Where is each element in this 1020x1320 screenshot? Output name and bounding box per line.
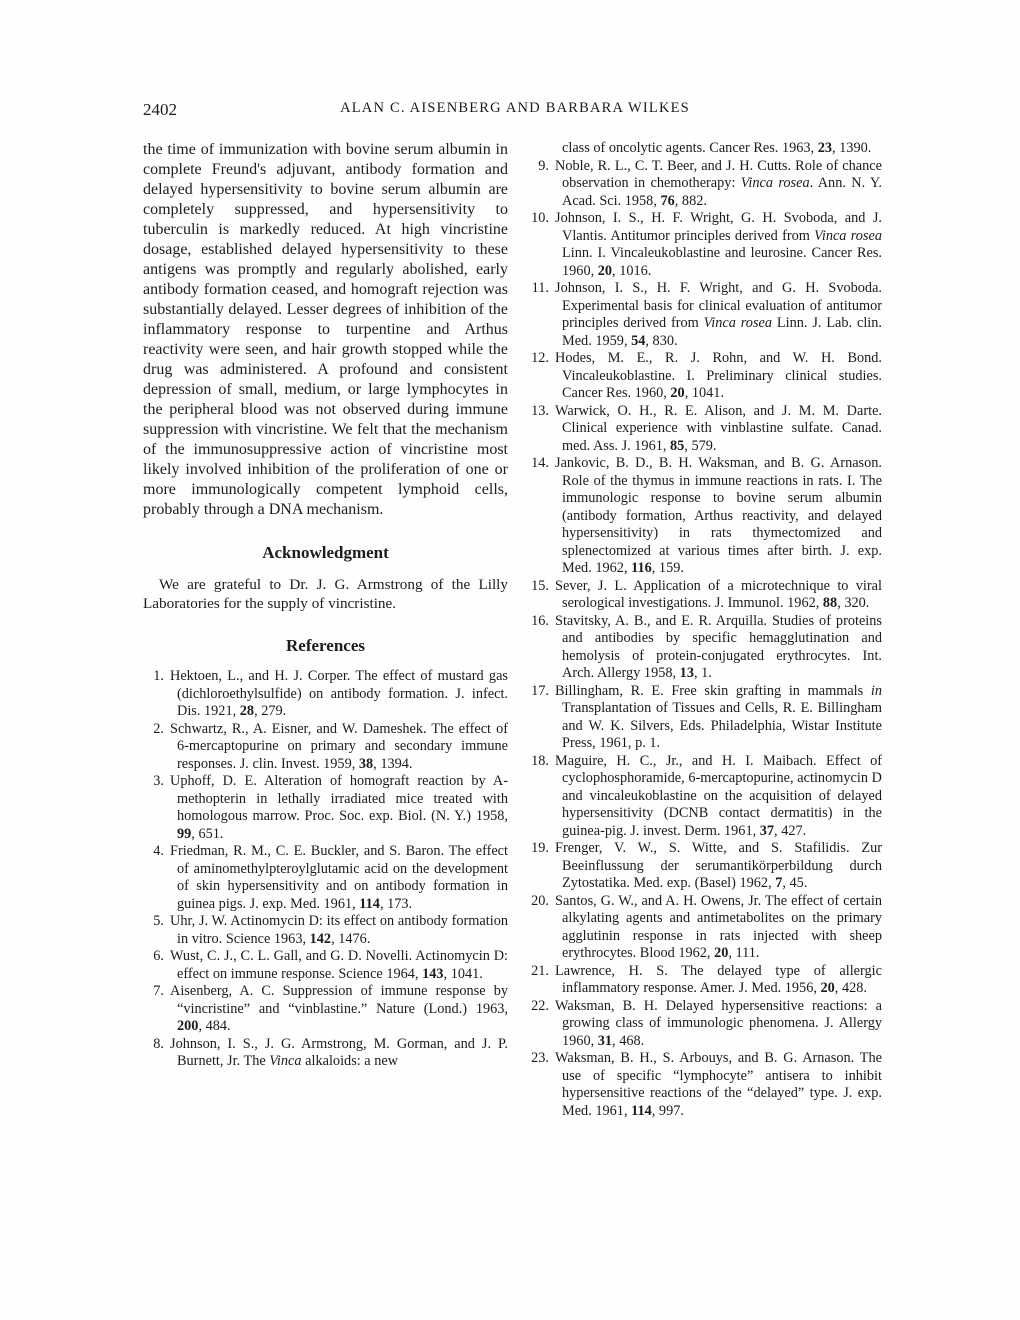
reference-item xyxy=(528,455,882,578)
running-title: ALAN C. AISENBERG AND BARBARA WILKES xyxy=(340,100,690,116)
acknowledgment-heading: Acknowledgment xyxy=(262,543,389,562)
reference-text: Noble, R. L., C. T. Beer, and J. H. Cutts. Role of chance observation in chemotherapy: Vinca rosea. Ann. N. Y. Acad. Sci. 1958, 76, 882. xyxy=(555,157,882,209)
reference-number: 4. xyxy=(153,843,164,859)
reference-text: Lawrence, H. S. The delayed type of allergic inflammatory response. Amer. J. Med. 1956, 20, 428. xyxy=(555,962,882,996)
reference-number: 7. xyxy=(153,983,164,999)
reference-text: Johnson, I. S., J. G. Armstrong, M. Gorman, and J. P. Burnett, Jr. The Vinca alkaloids: a new xyxy=(170,1035,508,1069)
reference-text: Schwartz, R., A. Eisner, and W. Dameshek. The effect of 6-mercaptopurine on primary and secondary immune responses. J. clin. Invest. 1959, 38, 1394. xyxy=(170,720,508,772)
reference-item xyxy=(143,773,508,843)
reference-item xyxy=(528,963,882,998)
reference-text: Johnson, I. S., H. F. Wright, and G. H. Svoboda. Experimental basis for clinical evaluation of antitumor principles derived from Vinca rosea Linn. J. Lab. clin. Med. 1959, 54, 830. xyxy=(555,280,882,349)
reference-number: 8. xyxy=(153,1035,164,1052)
reference-text: Warwick, O. H., R. E. Alison, and J. M. M. Darte. Clinical experience with vinblastine sulfate. Canad. med. Ass. J. 1961, 85, 579. xyxy=(555,402,882,454)
reference-item xyxy=(528,753,882,841)
reference-text: Waksman, B. H., S. Arbouys, and B. G. Arnason. The use of specific “lymphocyte” antisera to inhibit hypersensitive reactions of the “delayed” type. J. exp. Med. 1961, 114, 997. xyxy=(555,1050,882,1119)
reference-number: 14. xyxy=(531,455,549,471)
reference-number: 19. xyxy=(531,840,549,856)
reference-item xyxy=(528,210,882,280)
reference-text: Billingham, R. E. Free skin grafting in mammals in Transplantation of Tissues and Cells, R. E. Billingham and W. K. Silvers, Eds. Philadelphia, Wistar Institute Press, 1961, p. 1. xyxy=(555,682,882,751)
page-number: 2402 xyxy=(143,100,177,119)
reference-item xyxy=(143,721,508,774)
reference-item xyxy=(528,893,882,963)
reference-item xyxy=(143,913,508,948)
reference-item xyxy=(528,403,882,456)
reference-item xyxy=(528,158,882,211)
reference-number: 6. xyxy=(153,948,164,964)
reference-number: 21. xyxy=(531,962,549,979)
reference-text: Waksman, B. H. Delayed hypersensitive reactions: a growing class of immunologic phenomena. J. Allergy 1960, 31, 468. xyxy=(555,997,882,1049)
reference-text: Maguire, H. C., Jr., and H. I. Maibach. Effect of cyclophosphoramide, 6-mercaptopurine, actinomycin D and vincaleukoblastine on the acquisition of delayed hypersensitivity (DCNB contact dermatitis) in the guinea-pig. J. invest. Derm. 1961, 37, 427. xyxy=(555,752,882,839)
reference-number: 5. xyxy=(153,913,164,929)
reference-text: Sever, J. L. Application of a microtechnique to viral serological investigations. J. Immunol. 1962, 88, 320. xyxy=(555,577,882,611)
column-right xyxy=(528,140,882,1120)
reference-number: 2. xyxy=(153,720,164,737)
reference-number: 15. xyxy=(531,577,549,594)
reference-text: Frenger, V. W., S. Witte, and S. Stafilidis. Zur Beeinflussung der serumantikörperbildung durch Zytostatika. Med. exp. (Basel) 1962, 7, 45. xyxy=(555,840,882,891)
references-list-left xyxy=(143,668,508,1071)
reference-item xyxy=(528,613,882,683)
reference-text: class of oncolytic agents. Cancer Res. 1963, 23, 1390. xyxy=(562,140,872,156)
references-heading: References xyxy=(286,636,365,655)
reference-item xyxy=(143,843,508,913)
reference-number: 3. xyxy=(153,773,164,789)
reference-item xyxy=(143,1036,508,1071)
reference-number: 12. xyxy=(531,350,549,366)
reference-text: Uphoff, D. E. Alteration of homograft reaction by A-methopterin in lethally irradiated mice treated with homologous marrow. Proc. Soc. exp. Biol. (N. Y.) 1958, 99, 651. xyxy=(170,773,508,842)
reference-text: Hodes, M. E., R. J. Rohn, and W. H. Bond. Vincaleukoblastine. I. Preliminary clinical studies. Cancer Res. 1960, 20, 1041. xyxy=(555,350,882,401)
reference-item xyxy=(528,683,882,753)
reference-text: Hektoen, L., and H. J. Corper. The effect of mustard gas (dichloroethylsulfide) on antibody formation. J. infect. Dis. 1921, 28, 279. xyxy=(170,668,508,719)
reference-number: 22. xyxy=(531,997,549,1014)
reference-number: 20. xyxy=(531,892,549,909)
column-left xyxy=(143,140,508,1120)
reference-number: 13. xyxy=(531,402,549,419)
reference-item xyxy=(528,840,882,893)
reference-item xyxy=(528,280,882,350)
body-paragraph: the time of immunization with bovine serum albumin in complete Freund's adjuvant, antibody formation and delayed hypersensitivity to bovine serum albumin are completely suppressed, and hypersensitivity to tuberculin is markedly reduced. At high vincristine dosage, established delayed hypersensitivity to these antigens was promptly and regularly abolished, early antibody formation ceased, and homograft rejection was substantially delayed. Lesser degrees of inhibition of the inflammatory response to turpentine and Arthus reactivity were seen, and hair growth stopped while the drug was administered. A profound and consistent depression of small, medium, or large lymphocytes in the peripheral blood was not observed during immune suppression with vincristine. We felt that the mechanism of the immunosuppressive action of vincristine most likely involved inhibition of the proliferation of one or more immunologically competent lymphoid cells, probably through a DNA mechanism. xyxy=(143,141,508,518)
reference-text: Aisenberg, A. C. Suppression of immune response by “vincristine” and “vinblastine.” Nature (Lond.) 1963, 200, 484. xyxy=(170,983,508,1034)
reference-number: 16. xyxy=(531,612,549,629)
reference-text: Stavitsky, A. B., and E. R. Arquilla. Studies of proteins and antibodies by specific hemagglutination and hemolysis of protein-conjugated erythrocytes. Int. Arch. Allergy 1958, 13, 1. xyxy=(555,612,882,681)
reference-item xyxy=(143,948,508,983)
reference-number: 11. xyxy=(531,280,549,296)
reference-number: 1. xyxy=(153,668,164,684)
two-column-layout xyxy=(143,140,887,1120)
reference-item xyxy=(528,1050,882,1120)
reference-item xyxy=(143,668,508,721)
reference-item xyxy=(528,578,882,613)
reference-item xyxy=(143,983,508,1036)
reference-text: Johnson, I. S., H. F. Wright, G. H. Svoboda, and J. Vlantis. Antitumor principles derived from Vinca rosea Linn. I. Vincaleukoblastine and leurosine. Cancer Res. 1960, 20, 1016. xyxy=(555,210,882,279)
reference-number: 18. xyxy=(531,752,549,769)
reference-number: 17. xyxy=(531,682,549,699)
reference-number: 23. xyxy=(531,1050,549,1066)
reference-text: Santos, G. W., and A. H. Owens, Jr. The effect of certain alkylating agents and antimetabolites on the primary agglutinin response in rats injected with sheep erythrocytes. Blood 1962, 20, 111. xyxy=(555,892,882,961)
reference-text: Wust, C. J., C. L. Gall, and G. D. Novelli. Actinomycin D: effect on immune response. Science 1964, 143, 1041. xyxy=(170,948,508,982)
reference-text: Uhr, J. W. Actinomycin D: its effect on antibody formation in vitro. Science 1963, 142, 1476. xyxy=(170,913,508,947)
page-header xyxy=(143,100,887,122)
reference-text: Jankovic, B. D., B. H. Waksman, and B. G. Arnason. Role of the thymus in immune reactions in rats. I. The immunologic response to bovine serum albumin (antibody formation, Arthus reactivity, and delayed hypersensitivity) in rats thymectomized and splenectomized at various times after birth. J. exp. Med. 1962, 116, 159. xyxy=(555,455,882,576)
reference-number: 9. xyxy=(538,157,549,174)
reference-continuation xyxy=(528,140,882,158)
reference-item xyxy=(528,350,882,403)
acknowledgment-text: We are grateful to Dr. J. G. Armstrong of the Lilly Laboratories for the supply of vincristine. xyxy=(143,576,508,612)
reference-text: Friedman, R. M., C. E. Buckler, and S. Baron. The effect of aminomethylpteroylglutamic acid on the development of skin hypersensitivity and on antibody formation in guinea pigs. J. exp. Med. 1961, 114, 173. xyxy=(170,843,508,912)
references-list-right xyxy=(528,140,882,1120)
reference-item xyxy=(528,998,882,1051)
reference-number: 10. xyxy=(531,210,549,226)
